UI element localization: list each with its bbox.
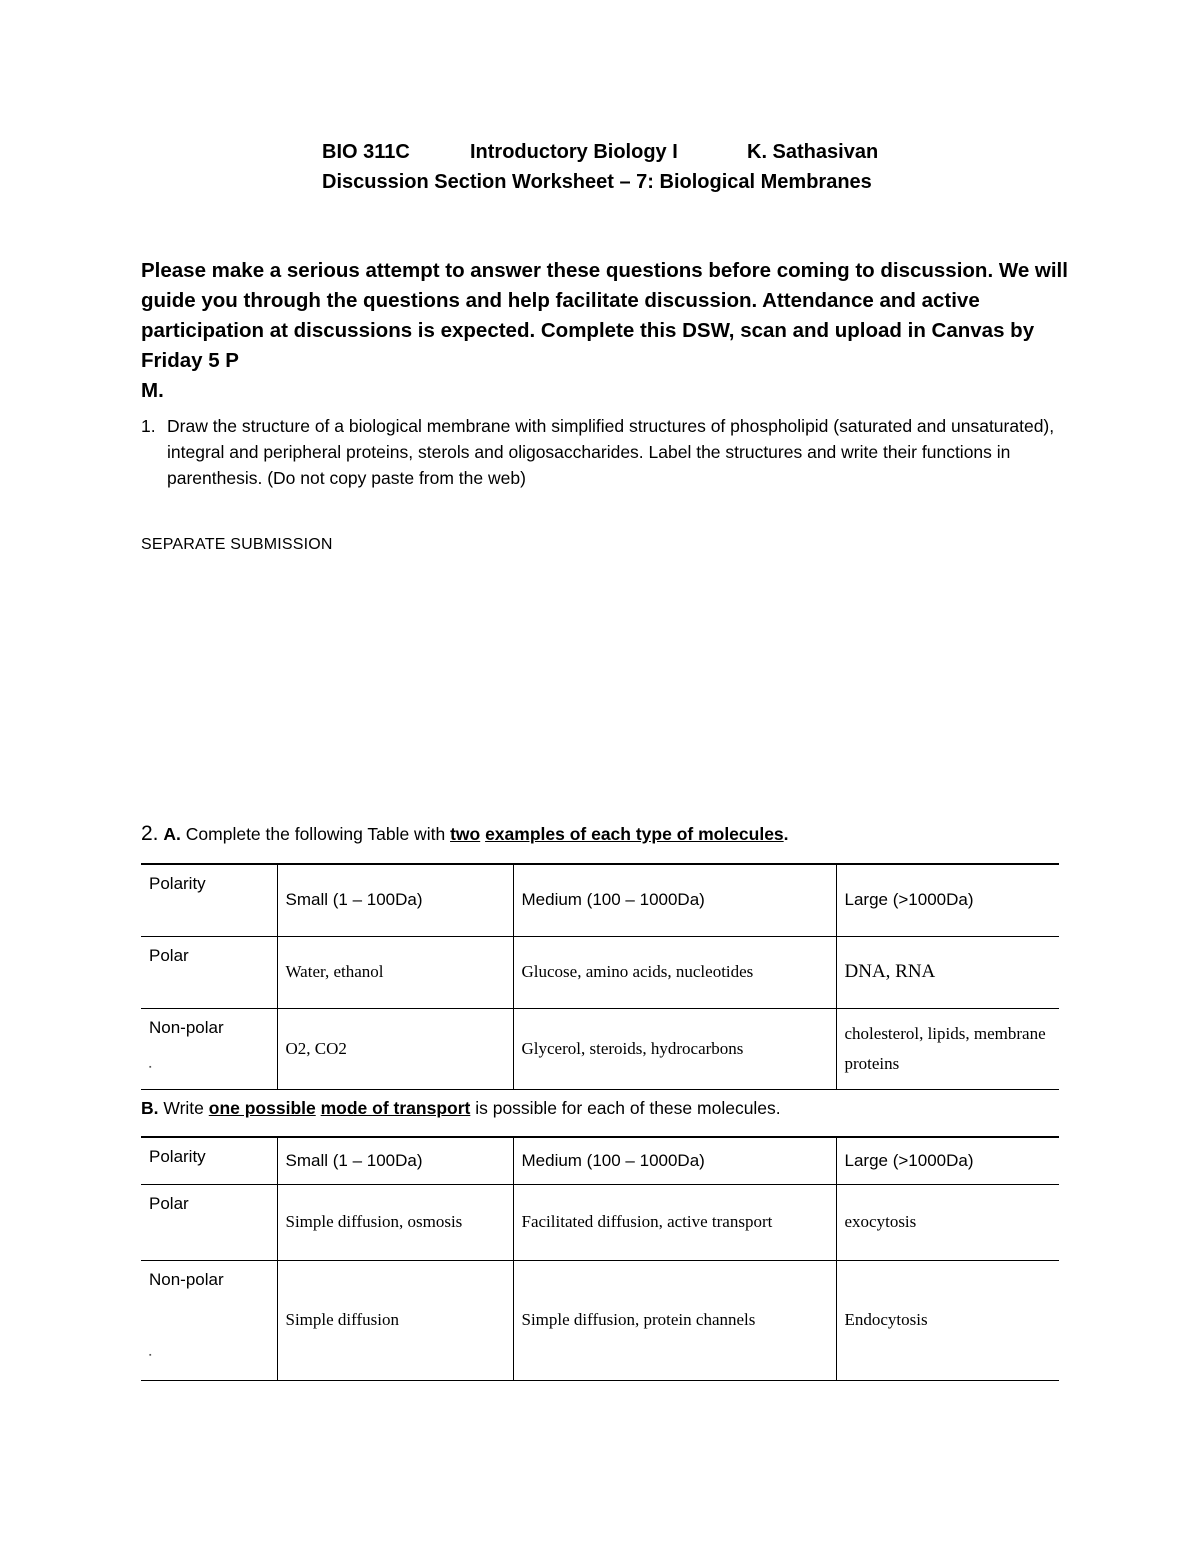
question-2-number: 2. [141,822,159,845]
cell-medium: Glycerol, steroids, hydrocarbons [513,1008,836,1089]
header-large: Large (>1000Da) [836,864,1059,936]
question-1 [141,413,1061,491]
question-2a-text: Complete the following Table with [185,824,446,844]
cell-large: DNA, RNA [836,936,1059,1008]
question-1-answer: SEPARATE SUBMISSION [141,536,333,553]
table-row [141,1184,1059,1260]
course-title: Introductory Biology I [470,141,678,163]
molecule-examples-table [141,863,1059,1090]
header-medium: Medium (100 – 1000Da) [513,864,836,936]
row-polarity-label: Non-polar [149,1269,224,1289]
header-polarity: Polarity [141,1137,277,1184]
tick-mark: ▪ [149,1063,152,1071]
question-2a-emphasis-examples: examples of each type of molecules [485,824,784,844]
cell-large: Endocytosis [836,1260,1059,1380]
table-row [141,936,1059,1008]
question-2b-part: B. [141,1098,159,1118]
row-polarity [141,1008,277,1089]
question-2a-period: . [783,824,789,844]
cell-large: cholesterol, lipids, membrane proteins [836,1008,1059,1089]
cell-medium: Facilitated diffusion, active transport [513,1184,836,1260]
row-polarity: Polar [141,936,277,1008]
cell-small: Simple diffusion, osmosis [277,1184,513,1260]
table-row [141,1260,1059,1380]
table-row [141,1008,1059,1089]
header-large: Large (>1000Da) [836,1137,1059,1184]
course-code: BIO 311C [322,141,410,163]
row-polarity-label: Non-polar [149,1017,224,1037]
transport-mode-table [141,1136,1059,1381]
question-2b-prompt [141,1098,781,1119]
instructions-text: Please make a serious attempt to answer these questions before coming to discussion. We will guide you through the questions and help facilitate discussion. Attendance and active participation at discussions is expected. Complete this DSW, scan and upload in Canvas by Friday 5 P [141,259,1068,372]
table-header-row [141,864,1059,936]
header-medium: Medium (100 – 1000Da) [513,1137,836,1184]
table-header-row [141,1137,1059,1184]
cell-medium: Simple diffusion, protein channels [513,1260,836,1380]
instructions [141,256,1076,406]
worksheet-title: Discussion Section Worksheet – 7: Biological Membranes [322,171,872,193]
question-2b-text: Write [163,1098,204,1118]
question-2b-emphasis-one: one possible [208,1098,316,1118]
question-2b-emphasis-mode: mode of transport [320,1098,471,1118]
cell-large: exocytosis [836,1184,1059,1260]
row-polarity [141,1260,277,1380]
cell-medium: Glucose, amino acids, nucleotides [513,936,836,1008]
header-small: Small (1 – 100Da) [277,1137,513,1184]
instructor-name: K. Sathasivan [747,141,879,163]
header-polarity: Polarity [141,864,277,936]
question-2b-text-end: is possible for each of these molecules. [475,1098,781,1118]
cell-small: O2, CO2 [277,1008,513,1089]
header-small: Small (1 – 100Da) [277,864,513,936]
question-1-number: 1. [141,416,156,436]
question-2a-prompt [141,822,789,846]
cell-small: Water, ethanol [277,936,513,1008]
question-2a-part: A. [163,824,181,844]
question-2a-emphasis-two: two [450,824,481,844]
cell-small: Simple diffusion [277,1260,513,1380]
tick-mark: ▪ [149,1351,152,1359]
row-polarity: Polar [141,1184,277,1260]
instructions-text-end: M. [141,379,164,402]
question-1-text: Draw the structure of a biological membrane with simplified structures of phospholipid (saturated and unsaturated), integral and peripheral proteins, sterols and oligosaccharides. Label the structures and write their functions in parenthesis. (Do not copy paste from the web) [167,416,1055,488]
